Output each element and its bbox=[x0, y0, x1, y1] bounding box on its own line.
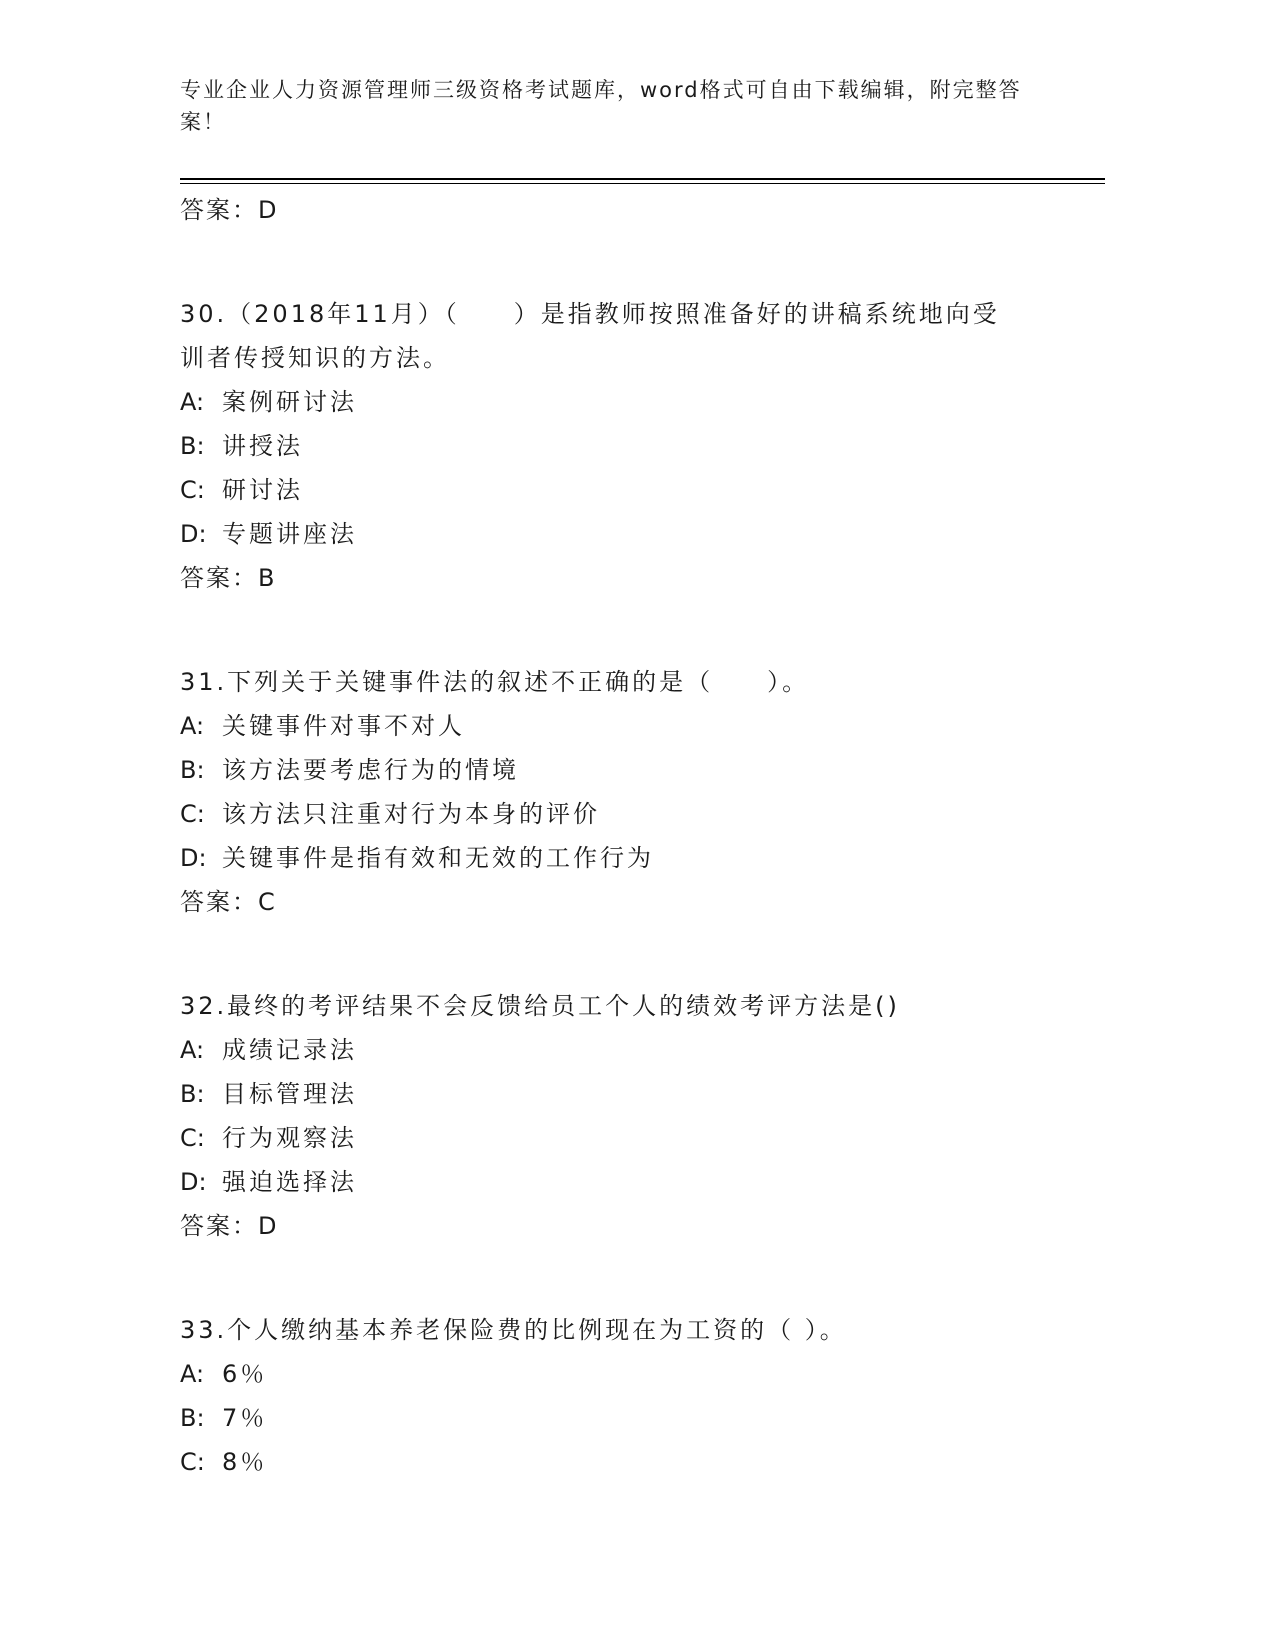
spacer bbox=[180, 924, 1105, 984]
option-a bbox=[180, 1028, 1105, 1072]
option-letter: C: bbox=[180, 1124, 205, 1152]
option-letter: D: bbox=[180, 520, 207, 548]
answer-line: 答案：D bbox=[180, 1212, 279, 1240]
header-rule-thin bbox=[180, 183, 1105, 184]
option-letter: B: bbox=[180, 1080, 205, 1108]
option-d bbox=[180, 836, 1105, 880]
document-header: 专业企业人力资源管理师三级资格考试题库，word格式可自由下载编辑，附完整答案！ bbox=[180, 78, 1022, 134]
option-text: 6％ bbox=[222, 1360, 268, 1388]
option-text: 7％ bbox=[222, 1404, 268, 1432]
option-b bbox=[180, 748, 1105, 792]
option-text: 专题讲座法 bbox=[222, 520, 357, 548]
option-letter: A: bbox=[180, 1360, 205, 1388]
option-letter: C: bbox=[180, 1448, 205, 1476]
question-31 bbox=[180, 660, 1105, 924]
option-d bbox=[180, 1160, 1105, 1204]
option-letter: A: bbox=[180, 712, 205, 740]
option-text: 关键事件对事不对人 bbox=[222, 712, 465, 740]
option-text: 行为观察法 bbox=[222, 1124, 357, 1152]
option-text: 成绩记录法 bbox=[222, 1036, 357, 1064]
question-stem: 33.个人缴纳基本养老保险费的比例现在为工资的（ ）。 bbox=[180, 1316, 847, 1344]
option-letter: B: bbox=[180, 432, 205, 460]
option-text: 关键事件是指有效和无效的工作行为 bbox=[222, 844, 654, 872]
option-letter: D: bbox=[180, 1168, 207, 1196]
option-letter: C: bbox=[180, 800, 205, 828]
question-30 bbox=[180, 292, 1105, 600]
option-c bbox=[180, 468, 1105, 512]
option-a bbox=[180, 380, 1105, 424]
question-stem: 30.（2018年11月）（ ）是指教师按照准备好的讲稿系统地向受 bbox=[180, 300, 1000, 328]
option-letter: B: bbox=[180, 1404, 205, 1432]
question-stem: 32.最终的考评结果不会反馈给员工个人的绩效考评方法是() bbox=[180, 992, 900, 1020]
option-c bbox=[180, 1440, 1105, 1484]
option-letter: D: bbox=[180, 844, 207, 872]
option-text: 强迫选择法 bbox=[222, 1168, 357, 1196]
header-rule-thick bbox=[180, 178, 1105, 180]
option-d bbox=[180, 512, 1105, 556]
spacer bbox=[180, 232, 1105, 292]
option-a bbox=[180, 704, 1105, 748]
question-33 bbox=[180, 1308, 1105, 1484]
question-list bbox=[180, 188, 1105, 1484]
answer-line: 答案：B bbox=[180, 564, 277, 592]
option-a bbox=[180, 1352, 1105, 1396]
option-text: 研讨法 bbox=[222, 476, 303, 504]
option-text: 8％ bbox=[222, 1448, 268, 1476]
spacer bbox=[180, 600, 1105, 660]
option-c bbox=[180, 1116, 1105, 1160]
option-text: 该方法要考虑行为的情境 bbox=[222, 756, 519, 784]
option-b bbox=[180, 1072, 1105, 1116]
option-letter: A: bbox=[180, 388, 205, 416]
question-stem-cont: 训者传授知识的方法。 bbox=[180, 344, 450, 372]
option-c bbox=[180, 792, 1105, 836]
option-text: 讲授法 bbox=[222, 432, 303, 460]
question-32 bbox=[180, 984, 1105, 1248]
previous-answer: 答案：D bbox=[180, 196, 279, 224]
option-letter: C: bbox=[180, 476, 205, 504]
option-text: 该方法只注重对行为本身的评价 bbox=[222, 800, 600, 828]
option-b bbox=[180, 1396, 1105, 1440]
question-stem: 31.下列关于关键事件法的叙述不正确的是（ ）。 bbox=[180, 668, 810, 696]
spacer bbox=[180, 1248, 1105, 1308]
option-b bbox=[180, 424, 1105, 468]
option-letter: B: bbox=[180, 756, 205, 784]
answer-line: 答案：C bbox=[180, 888, 277, 916]
option-letter: A: bbox=[180, 1036, 205, 1064]
option-text: 案例研讨法 bbox=[222, 388, 357, 416]
option-text: 目标管理法 bbox=[222, 1080, 357, 1108]
